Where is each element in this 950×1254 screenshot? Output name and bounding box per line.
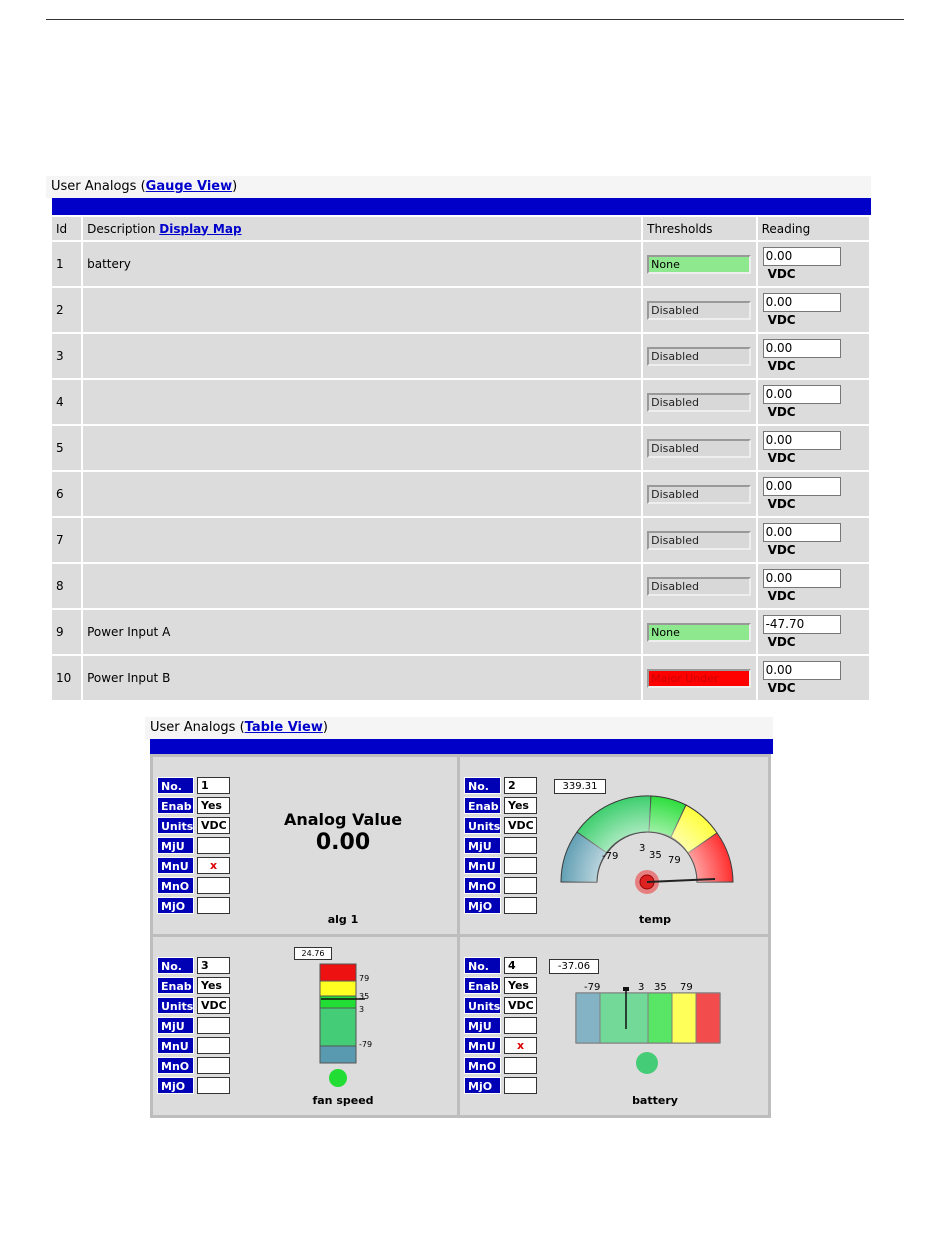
threshold-status: None	[647, 623, 751, 642]
gauge-cell-3[interactable]	[153, 937, 457, 1115]
param-label: No.	[464, 777, 501, 794]
header-id: Id	[52, 217, 81, 240]
row-id: 1	[52, 242, 81, 286]
param-row	[157, 1077, 230, 1094]
row-reading-cell	[758, 288, 869, 332]
param-value: 2	[504, 777, 537, 794]
param-row	[157, 997, 230, 1014]
param-value	[197, 877, 230, 894]
reading-value: 0.00	[763, 477, 841, 496]
vbar-zone-major	[320, 964, 356, 981]
row-description	[83, 472, 641, 516]
row-threshold-cell	[643, 426, 755, 470]
vbar-tick-label: 3	[359, 1005, 365, 1014]
hbar-tick-label: 35	[654, 982, 667, 993]
table-row	[52, 426, 869, 470]
hbar-tick-label: 3	[638, 982, 645, 993]
row-id: 9	[52, 610, 81, 654]
table-row	[52, 288, 869, 332]
dial-tick-label: 35	[649, 850, 662, 861]
param-label: MnU	[464, 1037, 501, 1054]
param-value	[504, 1057, 537, 1074]
param-value: 4	[504, 957, 537, 974]
gauge-cell-name: fan speed	[312, 1094, 374, 1107]
param-row	[464, 997, 537, 1014]
param-label: Enab	[157, 797, 194, 814]
gauge-cell-name: alg 1	[327, 913, 359, 926]
reading-value: 0.00	[763, 569, 841, 588]
row-id: 8	[52, 564, 81, 608]
threshold-status: Disabled	[647, 485, 751, 504]
threshold-status: Major Under	[647, 669, 751, 688]
param-row	[157, 957, 230, 974]
gauge-cell-1[interactable]	[153, 757, 457, 934]
row-threshold-cell	[643, 288, 755, 332]
vbar-tick-label: -79	[359, 1040, 373, 1049]
gauge-cell-4[interactable]	[460, 937, 768, 1115]
header-reading: Reading	[758, 217, 869, 240]
threshold-status: Disabled	[647, 301, 751, 320]
param-label: MnU	[157, 1037, 194, 1054]
gauge-view-panel	[145, 717, 773, 1118]
row-description: battery	[83, 242, 641, 286]
param-label: MnU	[464, 857, 501, 874]
param-value	[197, 897, 230, 914]
vbar-zone-minor-low	[320, 996, 356, 1008]
gauge-value-box: -37.06	[549, 959, 599, 974]
row-threshold-cell	[643, 334, 755, 378]
param-value	[197, 837, 230, 854]
row-id: 4	[52, 380, 81, 424]
param-value: Yes	[197, 797, 230, 814]
gauge-value-box: 339.31	[554, 779, 606, 794]
threshold-status: Disabled	[647, 347, 751, 366]
row-reading-cell	[758, 380, 869, 424]
reading-value: -47.70	[763, 615, 841, 634]
gauge-value-box: 24.76	[294, 947, 332, 960]
threshold-status: Disabled	[647, 439, 751, 458]
param-list	[157, 957, 230, 1097]
row-threshold-cell	[643, 472, 755, 516]
table-view-panel	[46, 176, 871, 702]
param-label: No.	[464, 957, 501, 974]
row-reading-cell	[758, 242, 869, 286]
param-value	[504, 837, 537, 854]
param-label: No.	[157, 777, 194, 794]
hbar-tick-label: 79	[680, 982, 693, 993]
param-label: MjU	[464, 1017, 501, 1034]
table-row	[52, 334, 869, 378]
analog-value-title: Analog Value	[283, 810, 403, 829]
param-value: Yes	[504, 797, 537, 814]
param-row	[464, 877, 537, 894]
param-label: Enab	[464, 797, 501, 814]
row-reading-cell	[758, 334, 869, 378]
threshold-status: Disabled	[647, 577, 751, 596]
param-value: VDC	[197, 997, 230, 1014]
param-row	[157, 897, 230, 914]
param-row	[464, 1017, 537, 1034]
table-header-bar	[52, 198, 871, 215]
param-row	[464, 777, 537, 794]
param-row	[464, 897, 537, 914]
hbar-level-marker	[623, 987, 629, 991]
param-row	[157, 1017, 230, 1034]
param-label: MnU	[157, 857, 194, 874]
threshold-status: Disabled	[647, 393, 751, 412]
threshold-status: None	[647, 255, 751, 274]
row-threshold-cell	[643, 656, 755, 700]
reading-unit: VDC	[767, 635, 796, 649]
table-row	[52, 380, 869, 424]
param-row	[464, 857, 537, 874]
param-label: MjU	[464, 837, 501, 854]
gauge-view-link[interactable]: Gauge View	[145, 179, 233, 194]
row-reading-cell	[758, 472, 869, 516]
param-value	[197, 1017, 230, 1034]
param-list	[157, 777, 230, 917]
vbar-zone-low	[320, 1046, 356, 1063]
param-label: MjO	[464, 897, 501, 914]
gauge-grid	[150, 754, 771, 1118]
param-value	[504, 1077, 537, 1094]
param-label: MjO	[157, 897, 194, 914]
table-header-row	[52, 217, 869, 240]
param-label: Units	[157, 997, 194, 1014]
gauge-header-bar	[150, 739, 773, 754]
table-row	[52, 518, 869, 562]
param-value	[504, 1017, 537, 1034]
row-reading-cell	[758, 610, 869, 654]
reading-unit: VDC	[767, 681, 796, 695]
threshold-status: Disabled	[647, 531, 751, 550]
param-row	[157, 837, 230, 854]
table-view-title: User Analogs (Gauge View)	[46, 176, 871, 198]
row-description	[83, 288, 641, 332]
param-value	[504, 897, 537, 914]
table-row	[52, 610, 869, 654]
gauge-cell-name: temp	[638, 913, 672, 926]
reading-value: 0.00	[763, 431, 841, 450]
param-row	[464, 1037, 537, 1054]
param-row	[464, 797, 537, 814]
dial-gauge	[555, 787, 740, 897]
param-value	[504, 877, 537, 894]
table-row	[52, 472, 869, 516]
row-threshold-cell	[643, 610, 755, 654]
row-reading-cell	[758, 656, 869, 700]
gauge-view-title: User Analogs (Table View)	[145, 717, 773, 739]
dial-tick-label: 79	[668, 855, 681, 866]
row-id: 5	[52, 426, 81, 470]
param-label: MjU	[157, 1017, 194, 1034]
row-description: Power Input A	[83, 610, 641, 654]
param-value: VDC	[504, 997, 537, 1014]
param-value	[504, 857, 537, 874]
param-label: MjU	[157, 837, 194, 854]
row-description	[83, 334, 641, 378]
dial-tick-label: -79	[602, 851, 619, 862]
gauge-cell-2[interactable]	[460, 757, 768, 934]
param-row	[464, 977, 537, 994]
row-reading-cell	[758, 564, 869, 608]
row-id: 3	[52, 334, 81, 378]
vbar-status-light	[329, 1069, 347, 1087]
param-row	[157, 877, 230, 894]
param-value: VDC	[504, 817, 537, 834]
row-id: 7	[52, 518, 81, 562]
param-label: MjO	[157, 1077, 194, 1094]
param-value	[197, 1037, 230, 1054]
hbar-status-light	[636, 1052, 658, 1074]
table-row	[52, 656, 869, 700]
param-row	[157, 777, 230, 794]
reading-unit: VDC	[767, 497, 796, 511]
param-row	[157, 857, 230, 874]
vbar-zone-normal	[320, 1008, 356, 1046]
param-row	[157, 977, 230, 994]
param-label: Units	[157, 817, 194, 834]
param-row	[157, 797, 230, 814]
vbar-zone-minor	[320, 981, 356, 996]
reading-value: 0.00	[763, 247, 841, 266]
param-row	[157, 817, 230, 834]
row-id: 10	[52, 656, 81, 700]
reading-unit: VDC	[767, 267, 796, 281]
vertical-bar-gauge	[313, 961, 383, 1091]
param-value: x	[197, 857, 230, 874]
param-row	[157, 1037, 230, 1054]
header-thresholds: Thresholds	[643, 217, 755, 240]
param-value: Yes	[197, 977, 230, 994]
param-row	[464, 957, 537, 974]
param-value: VDC	[197, 817, 230, 834]
reading-unit: VDC	[767, 589, 796, 603]
reading-value: 0.00	[763, 385, 841, 404]
reading-value: 0.00	[763, 339, 841, 358]
dial-tick-label: 3	[639, 843, 646, 854]
param-list	[464, 777, 537, 917]
param-label: Units	[464, 997, 501, 1014]
param-row	[464, 837, 537, 854]
row-threshold-cell	[643, 518, 755, 562]
horizontal-bar-gauge	[570, 981, 725, 1086]
param-label: MnO	[157, 877, 194, 894]
param-row	[157, 1057, 230, 1074]
row-description: Power Input B	[83, 656, 641, 700]
reading-value: 0.00	[763, 661, 841, 680]
analogs-table	[50, 215, 871, 702]
reading-unit: VDC	[767, 313, 796, 327]
row-id: 2	[52, 288, 81, 332]
row-threshold-cell	[643, 242, 755, 286]
param-label: MnO	[464, 877, 501, 894]
param-row	[464, 817, 537, 834]
reading-value: 0.00	[763, 523, 841, 542]
header-description: Description Display Map	[83, 217, 641, 240]
vbar-tick-label: 79	[359, 974, 370, 983]
row-description	[83, 564, 641, 608]
table-row	[52, 242, 869, 286]
reading-unit: VDC	[767, 451, 796, 465]
row-description	[83, 426, 641, 470]
row-id: 6	[52, 472, 81, 516]
row-threshold-cell	[643, 564, 755, 608]
vbar-tick-label: 35	[359, 992, 370, 1001]
display-map-link[interactable]: Display Map	[159, 221, 242, 236]
param-label: Units	[464, 817, 501, 834]
reading-unit: VDC	[767, 359, 796, 373]
param-row	[464, 1077, 537, 1094]
analog-value-number: 0.00	[315, 830, 371, 855]
param-label: MnO	[464, 1057, 501, 1074]
hbar-tick-label: -79	[584, 982, 601, 993]
reading-value: 0.00	[763, 293, 841, 312]
row-reading-cell	[758, 518, 869, 562]
param-label: Enab	[464, 977, 501, 994]
param-value: x	[504, 1037, 537, 1054]
param-value: 1	[197, 777, 230, 794]
row-threshold-cell	[643, 380, 755, 424]
param-value: 3	[197, 957, 230, 974]
param-label: MnO	[157, 1057, 194, 1074]
table-view-link[interactable]: Table View	[244, 720, 323, 735]
top-rule	[46, 19, 904, 20]
param-row	[464, 1057, 537, 1074]
reading-unit: VDC	[767, 405, 796, 419]
param-label: MjO	[464, 1077, 501, 1094]
table-row	[52, 564, 869, 608]
param-value	[197, 1057, 230, 1074]
param-list	[464, 957, 537, 1097]
row-description	[83, 518, 641, 562]
row-description	[83, 380, 641, 424]
param-label: No.	[157, 957, 194, 974]
row-reading-cell	[758, 426, 869, 470]
reading-unit: VDC	[767, 543, 796, 557]
gauge-cell-name: battery	[632, 1094, 678, 1107]
param-value	[197, 1077, 230, 1094]
param-value: Yes	[504, 977, 537, 994]
param-label: Enab	[157, 977, 194, 994]
